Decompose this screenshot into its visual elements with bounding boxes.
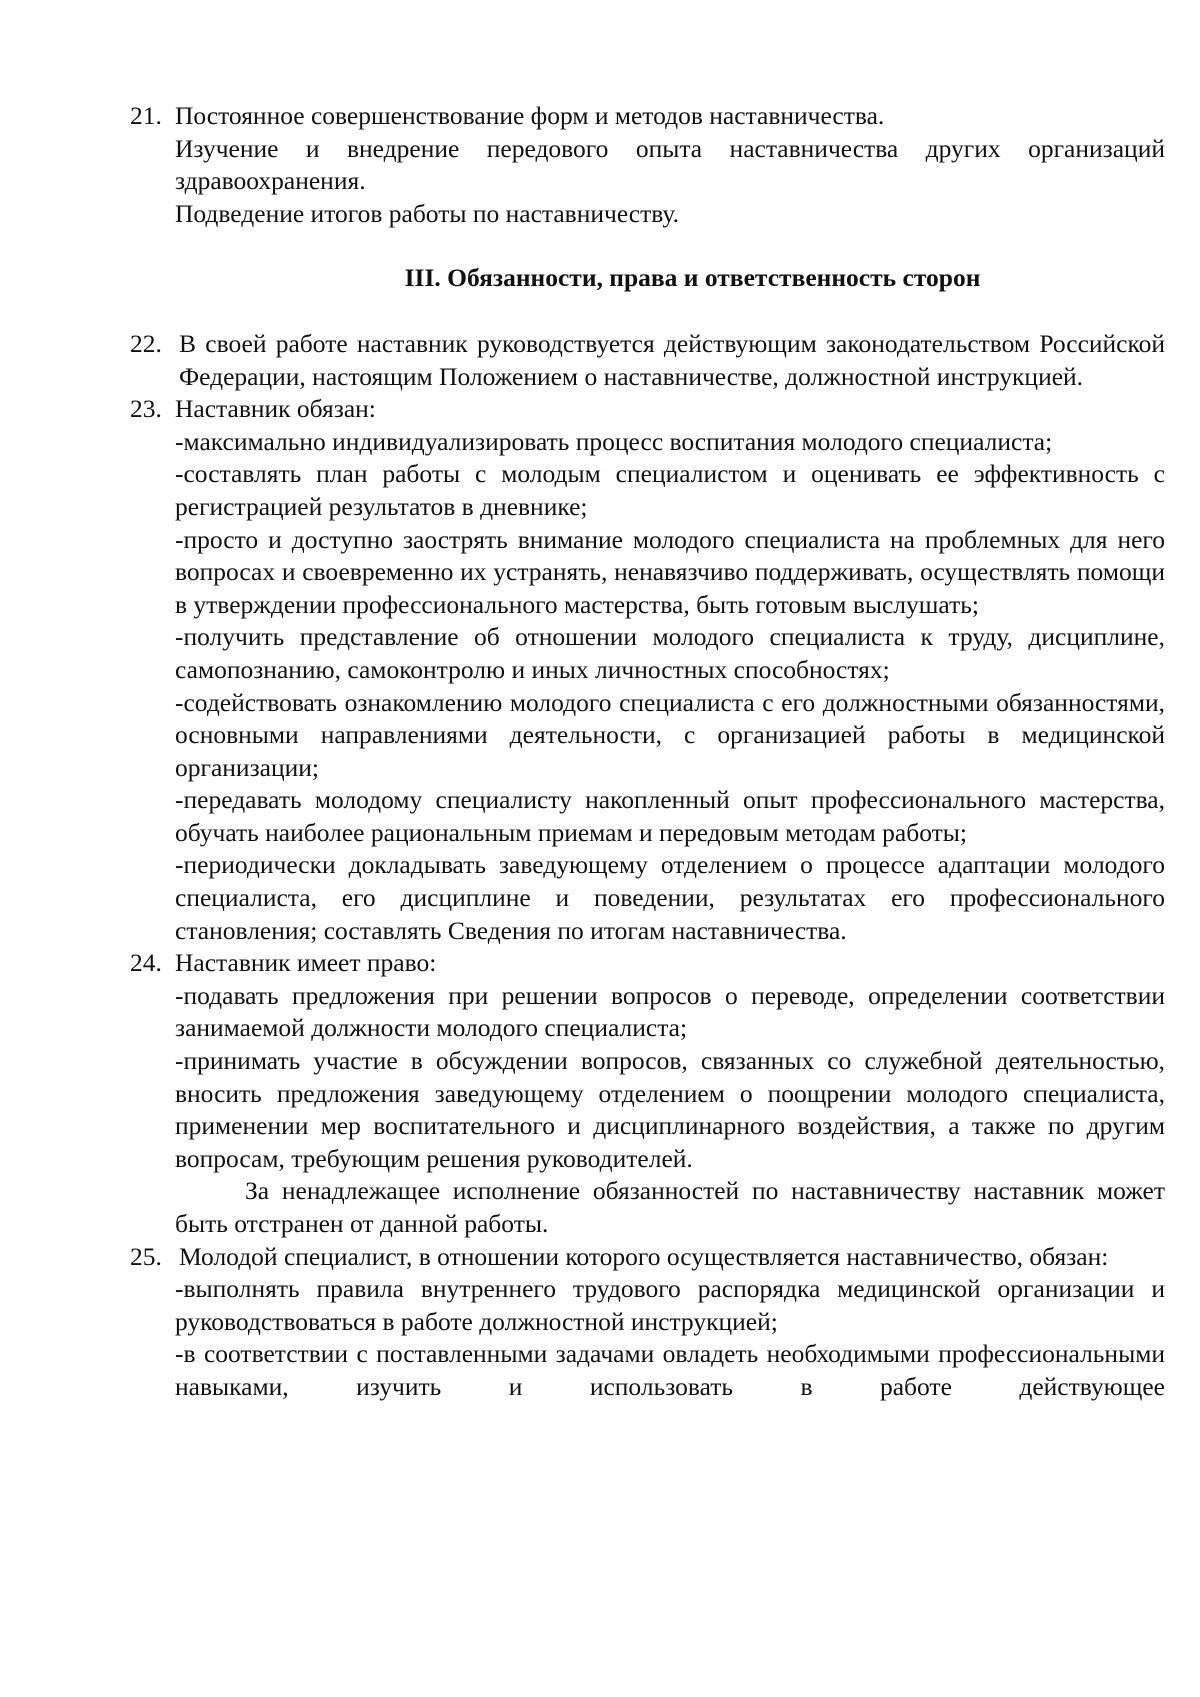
clause-23 (130, 393, 1165, 947)
right-item: -подавать предложения при решении вопросов о переводе, определении соответствии занимаемой должности молодого специалиста; (175, 980, 1165, 1043)
clause-intro: Наставник имеет право: (175, 948, 437, 978)
section-heading: III. Обязанности, права и ответственность сторон (404, 263, 981, 293)
clause-number: 21. (130, 101, 162, 130)
clause-24 (130, 947, 1165, 1240)
right-item: -принимать участие в обсуждении вопросов, связанных со служебной деятельностью, вносить предложения заведующему отделением о поощрении молодого специалиста, применении мер воспитательного и дисциплинарного воздействия, а также по другим вопросам, требующим решения руководителей. (175, 1046, 1165, 1173)
clause-number: 23. (130, 394, 162, 424)
clause-text: В своей работе наставник руководствуется действующим законодательством Российской Федерации, настоящим Положением о наставничестве, должностной инструкцией. (179, 328, 1165, 391)
clause-22 (130, 328, 1165, 393)
duty-item: -выполнять правила внутреннего трудового распорядка медицинской организации и руководствоваться в работе должностной инструкцией; (175, 1274, 1165, 1336)
clause-line: Изучение и внедрение передового опыта наставничества других организаций здравоохранения. (175, 133, 1165, 196)
document-content (130, 100, 1165, 1404)
duty-item: -передавать молодому специалисту накопленный опыт профессионального мастерства, обучать наиболее рациональным приемам и передовым методам работы; (175, 785, 1165, 847)
clause-number: 24. (130, 948, 162, 978)
clause-intro: Наставник обязан: (175, 394, 376, 424)
duty-item: -в соответствии с поставленными задачами овладеть необходимыми профессиональными навыками, изучить и использовать в работе действующее (175, 1339, 1165, 1401)
clause-body (175, 393, 1165, 947)
duty-item: -периодически докладывать заведующему отделением о процессе адаптации молодого специалиста, его дисциплине и поведении, результатах его профессионального становления; составлять Сведения по итогам наставничества. (175, 850, 1165, 945)
clause-body (175, 328, 1165, 393)
clause-body (175, 100, 1165, 230)
clause-number: 25. (130, 1241, 162, 1271)
duty-item: -составлять план работы с молодым специалистом и оценивать ее эффективность с регистрацией результатов в дневнике; (175, 459, 1165, 521)
clause-21 (130, 100, 1165, 230)
responsibility-paragraph: За ненадлежащее исполнение обязанностей по наставничеству наставник может быть отстранен от данной работы. (175, 1176, 1165, 1238)
clause-line: Постоянное совершенствование форм и методов наставничества. (175, 101, 885, 130)
duty-item: -получить представление об отношении молодого специалиста к труду, дисциплине, самопознанию, самоконтролю и иных личностных способностях; (175, 622, 1165, 684)
clause-25 (130, 1241, 1165, 1404)
clause-body (175, 947, 1165, 1240)
duty-item: -максимально индивидуализировать процесс воспитания молодого специалиста; (175, 426, 1053, 456)
clause-number: 22. (130, 328, 162, 358)
clause-body (175, 1241, 1165, 1404)
clause-line: Подведение итогов работы по наставничеству. (175, 198, 679, 228)
duty-item: -содействовать ознакомлению молодого специалиста с его должностными обязанностями, основными направлениями деятельности, с организацией работы в медицинской организации; (175, 687, 1165, 782)
clause-intro: Молодой специалист, в отношении которого осуществляется наставничество, обязан: (179, 1241, 1109, 1271)
duty-item: -просто и доступно заострять внимание молодого специалиста на проблемных для него вопросах и своевременно их устранять, ненавязчиво поддерживать, осуществлять помощи в утверждении профессионального мастерства, быть готовым выслушать; (175, 524, 1165, 619)
